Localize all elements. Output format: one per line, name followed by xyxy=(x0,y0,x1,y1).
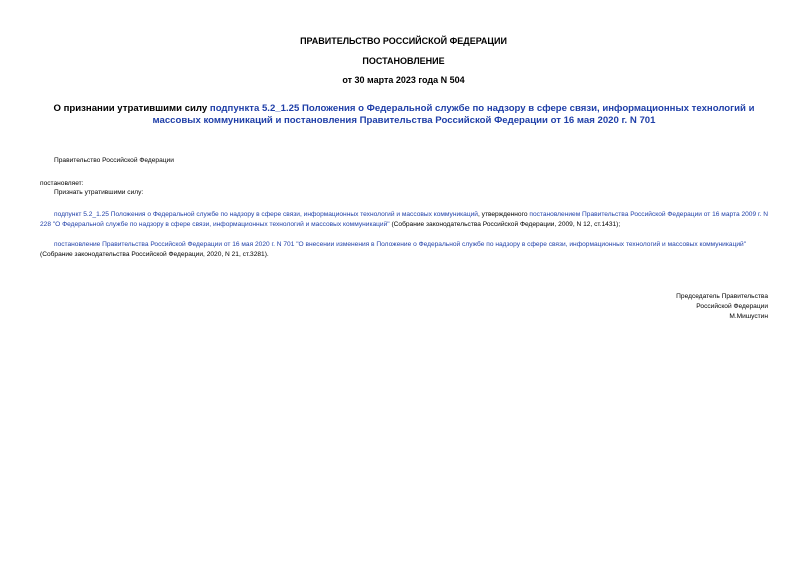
signatory-position-line1: Председатель Правительства xyxy=(676,293,768,300)
signatory-position-line2: Российской Федерации xyxy=(696,303,768,310)
item1-provision-link[interactable]: подпункт 5.2_1.25 Положения о Федеральной службе по надзору в сфере связи, информационных технологий и массовых коммуникаций xyxy=(54,211,478,218)
item1-resolution-link[interactable]: постановлением Правительства Российской Федерации от 16 марта 2009 г. N 228 "О Федеральной службе по надзору в сфере связи, информационных технологий и массовых коммуникаций" xyxy=(40,211,769,228)
decides-word: постановляет: xyxy=(40,180,84,187)
government-subject: Правительство Российской Федерации xyxy=(54,157,174,164)
invalidated-item-1 xyxy=(40,210,769,230)
item1-middle-text: , утвержденного xyxy=(477,211,530,218)
item2-source-text: (Собрание законодательства Российской Федерации, 2020, N 21, ст.3281). xyxy=(40,251,269,258)
declare-invalid-intro: Признать утратившими силу: xyxy=(54,189,144,196)
document-date-number: от 30 марта 2023 года N 504 xyxy=(342,75,465,85)
item2-resolution-link[interactable]: постановление Правительства Российской Федерации от 16 мая 2020 г. N 701 "О внесении изменения в Положение о Федеральной службе по надзору в сфере связи, информационных технологий и массовых коммуникаций" xyxy=(54,241,747,248)
title-prefix: О признании утратившими силу xyxy=(53,103,210,114)
document-type-heading: ПОСТАНОВЛЕНИЕ xyxy=(362,56,445,66)
document-title xyxy=(40,103,768,127)
signatory-name: М.Мишустин xyxy=(729,313,768,320)
item1-source-text: (Собрание законодательства Российской Федерации, 2009, N 12, ст.1431); xyxy=(389,221,621,228)
government-heading: ПРАВИТЕЛЬСТВО РОССИЙСКОЙ ФЕДЕРАЦИИ xyxy=(300,36,507,46)
title-link[interactable]: подпункта 5.2_1.25 Положения о Федеральной службе по надзору в сфере связи, информационных технологий и массовых коммуникаций и постановления Правительства Российской Федерации от 16 мая 2020 г. N 701 xyxy=(152,103,755,126)
invalidated-item-2 xyxy=(40,240,769,260)
